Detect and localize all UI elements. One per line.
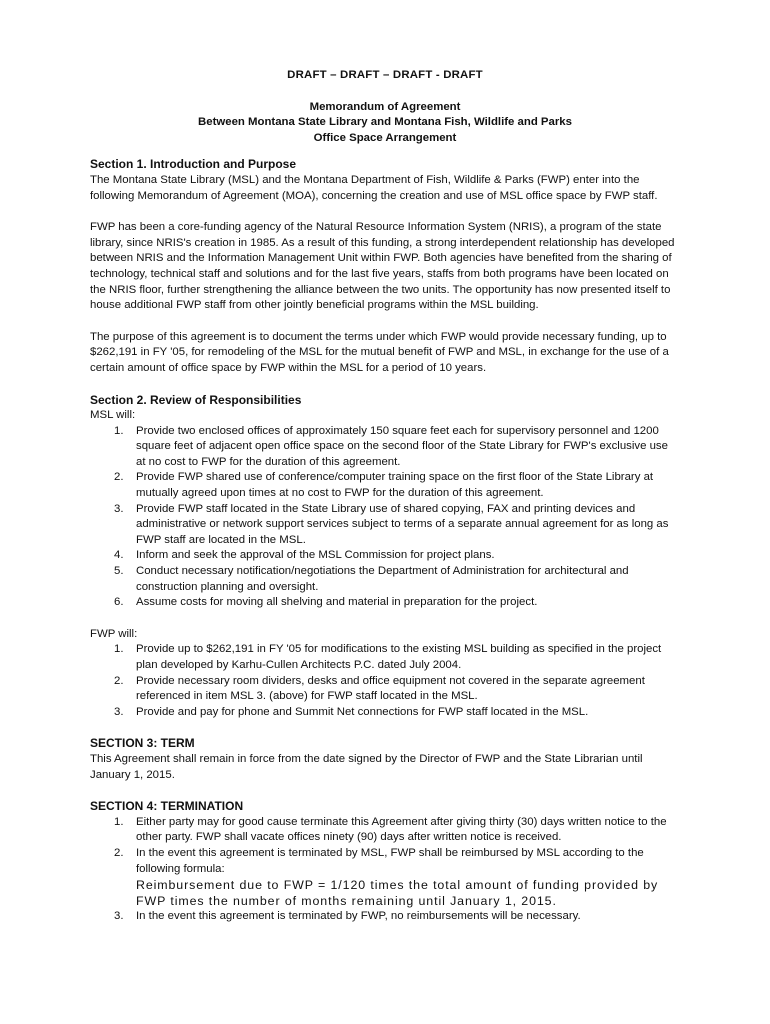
- list-number: 6.: [114, 596, 124, 609]
- list-item-text: Inform and seek the approval of the MSL Commission for project plans.: [136, 549, 495, 562]
- list-number: 3.: [114, 910, 124, 923]
- termination-item-2: [90, 846, 680, 909]
- list-number: 3.: [114, 502, 124, 515]
- list-number: 2.: [114, 846, 124, 859]
- msl-responsibilities-list: [90, 424, 680, 611]
- msl-item-3: [90, 502, 680, 549]
- msl-item-2: [90, 470, 680, 501]
- list-number: 5.: [114, 565, 124, 578]
- msl-item-6: [90, 595, 680, 611]
- section-3-heading: SECTION 3: TERM: [90, 736, 195, 751]
- list-item-text: Either party may for good cause terminate this Agreement after giving thirty (30) days written notice to the other party. FWP shall vacate offices ninety (90) days after written notice is received.: [136, 815, 667, 844]
- fwp-will-label: FWP will:: [90, 627, 138, 640]
- document-page: [90, 68, 680, 925]
- list-item-text: Conduct necessary notification/negotiations the Department of Administration for architectural and construction planning and oversight.: [136, 565, 629, 593]
- msl-item-1: [90, 424, 680, 471]
- fwp-item-1: [90, 642, 680, 673]
- section-1-heading: Section 1. Introduction and Purpose: [90, 157, 297, 172]
- list-number: 1.: [114, 643, 124, 656]
- list-item-text: Provide FWP staff located in the State Library use of shared copying, FAX and printing devices and administrative or network support services subject to terms of a separate annual agreement for as long as FWP staff are located in the MSL.: [136, 502, 669, 546]
- document-title: [90, 100, 680, 147]
- list-number: 4.: [114, 549, 124, 562]
- fwp-responsibilities-list: [90, 642, 680, 720]
- list-item-text: Provide necessary room dividers, desks and office equipment not covered in the separate agreement referenced in item MSL 3. (above) for FWP staff located in the MSL.: [136, 674, 645, 703]
- list-item-text: In the event this agreement is terminated by MSL, FWP shall be reimbursed by MSL according to the following formula:: [136, 846, 644, 875]
- list-item-text: Provide two enclosed offices of approximately 150 square feet each for supervisory personnel and 1200 square feet of adjacent open office space on the second floor of the State Library for FWP's exclusive use at no cost to FWP for the duration of this agreement.: [136, 424, 668, 468]
- termination-item-1: [90, 815, 680, 846]
- list-item-text: Assume costs for moving all shelving and material in preparation for the project.: [136, 596, 538, 609]
- fwp-item-2: [90, 674, 680, 705]
- title-line-1: Memorandum of Agreement: [309, 100, 461, 113]
- list-number: 2.: [114, 674, 124, 687]
- termination-item-3: [90, 909, 680, 925]
- list-item-text: In the event this agreement is terminated by FWP, no reimbursements will be necessary.: [136, 910, 581, 923]
- msl-item-5: [90, 564, 680, 595]
- section-3-text: This Agreement shall remain in force from the date signed by the Director of FWP and the State Librarian until January 1, 2015.: [90, 752, 643, 781]
- list-item-text: Provide up to $262,191 in FY '05 for modifications to the existing MSL building as specified in the project plan developed by Karhu-Cullen Architects P.C. dated July 2004.: [136, 643, 662, 671]
- list-item-text: Provide FWP shared use of conference/computer training space on the first floor of the State Library at mutually agreed upon times at no cost to FWP for the duration of this agreement.: [136, 471, 654, 500]
- section-1-paragraph-1: The Montana State Library (MSL) and the Montana Department of Fish, Wildlife & Parks (FWP) enter into the following Memorandum of Agreement (MOA), concerning the creation and use of MSL office space by FWP staff.: [90, 173, 658, 202]
- msl-will-label: MSL will:: [90, 409, 136, 422]
- section-1-paragraph-2: FWP has been a core-funding agency of the Natural Resource Information System (NRIS), a program of the state library, since NRIS's creation in 1985. As a result of this funding, a strong interdependent relationship has developed between NRIS and the Information Management Unit within FWP. Both agencies have benefited from the sharing of technology, technical staff and solutions and for the last five years, staffs from both programs have been located on the NRIS floor, further strengthening the alliance between the two units. The opportunity has now presented itself to house additional FWP staff from other jointly beneficial programs within the MSL building.: [90, 221, 675, 312]
- fwp-item-3: [90, 705, 680, 721]
- list-item-text: Provide and pay for phone and Summit Net connections for FWP staff located in the MSL.: [136, 705, 589, 718]
- msl-item-4: [90, 548, 680, 564]
- list-number: 1.: [114, 815, 124, 828]
- title-line-2: Between Montana State Library and Montana Fish, Wildlife and Parks: [198, 116, 572, 129]
- list-number: 1.: [114, 424, 124, 437]
- reimbursement-formula: Reimbursement due to FWP = 1/120 times the total amount of funding provided by FWP times the number of months remaining until January 1, 2015.: [136, 878, 659, 909]
- list-number: 2.: [114, 471, 124, 484]
- section-1-paragraph-3: The purpose of this agreement is to document the terms under which FWP would provide necessary funding, up to $262,191 in FY '05, for remodeling of the MSL for the mutual benefit of FWP and MSL, in exchange for the use of a certain amount of office space by FWP within the MSL for a period of 10 years.: [90, 330, 669, 374]
- draft-watermark-line: DRAFT – DRAFT – DRAFT - DRAFT: [287, 69, 483, 81]
- termination-list: [90, 815, 680, 925]
- section-4-heading: SECTION 4: TERMINATION: [90, 799, 244, 814]
- section-2-heading: Section 2. Review of Responsibilities: [90, 392, 302, 407]
- title-line-3: Office Space Arrangement: [313, 131, 457, 144]
- list-number: 3.: [114, 705, 124, 718]
